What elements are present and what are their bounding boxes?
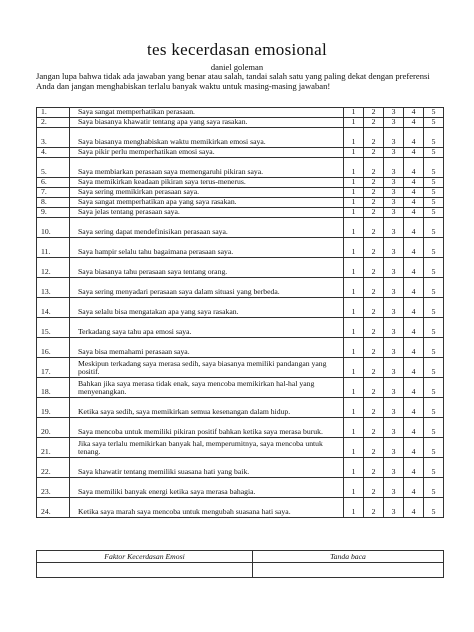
scale-option-1[interactable]: 1 [344,198,364,208]
scale-option-5[interactable]: 5 [424,298,444,318]
scale-option-2[interactable]: 2 [364,358,384,378]
scale-option-1[interactable]: 1 [344,318,364,338]
scale-option-2[interactable]: 2 [364,438,384,458]
scale-option-3[interactable]: 3 [384,178,404,188]
scale-option-5[interactable]: 5 [424,178,444,188]
scale-option-5[interactable]: 5 [424,498,444,518]
scale-option-4[interactable]: 4 [404,238,424,258]
question-text: Saya membiarkan perasaan saya memengaruhi pikiran saya. [70,158,344,178]
question-row [37,108,444,118]
scale-option-4[interactable]: 4 [404,218,424,238]
scale-option-2[interactable]: 2 [364,418,384,438]
scale-option-3[interactable]: 3 [384,498,404,518]
scale-option-4[interactable]: 4 [404,378,424,398]
question-text: Saya hampir selalu tahu bagaimana perasaan saya. [70,238,344,258]
question-text: Saya khawatir tentang memiliki suasana hati yang baik. [70,458,344,478]
question-row [37,118,444,128]
question-text: Meskipun terkadang saya merasa sedih, saya biasanya memiliki pandangan yang positif. [70,358,344,378]
question-row [37,398,444,418]
scale-option-1[interactable]: 1 [344,108,364,118]
scale-option-5[interactable]: 5 [424,208,444,218]
scale-option-2[interactable]: 2 [364,378,384,398]
scale-option-3[interactable]: 3 [384,438,404,458]
question-text: Saya memiliki banyak energi ketika saya merasa bahagia. [70,478,344,498]
scale-option-3[interactable]: 3 [384,118,404,128]
question-text: Ketika saya sedih, saya memikirkan semua kesenangan dalam hidup. [70,398,344,418]
factor-table-blank-row [37,563,444,578]
question-number: 15. [37,318,70,338]
scale-option-3[interactable]: 3 [384,478,404,498]
scale-option-3[interactable]: 3 [384,238,404,258]
scale-option-2[interactable]: 2 [364,398,384,418]
scale-option-3[interactable]: 3 [384,208,404,218]
scale-option-2[interactable]: 2 [364,238,384,258]
scale-option-5[interactable]: 5 [424,358,444,378]
scale-option-5[interactable]: 5 [424,478,444,498]
scale-option-5[interactable]: 5 [424,108,444,118]
scale-option-4[interactable]: 4 [404,278,424,298]
scale-option-2[interactable]: 2 [364,118,384,128]
scale-option-3[interactable]: 3 [384,148,404,158]
scale-option-4[interactable]: 4 [404,118,424,128]
scale-option-2[interactable]: 2 [364,108,384,118]
question-number: 21. [37,438,70,458]
instructions-paragraph: Jangan lupa bahwa tidak ada jawaban yang benar atau salah, tandai salah satu yang paling dekat dengan preferensi Anda dan jangan menghabiskan terlalu banyak waktu untuk masing-masing jawaban! [36,71,430,91]
scale-option-2[interactable]: 2 [364,208,384,218]
scale-option-2[interactable]: 2 [364,178,384,188]
scale-option-2[interactable]: 2 [364,318,384,338]
question-row [37,188,444,198]
questionnaire-table [36,107,444,518]
question-row [37,478,444,498]
scale-option-1[interactable]: 1 [344,188,364,198]
scale-option-5[interactable]: 5 [424,278,444,298]
scale-option-2[interactable]: 2 [364,258,384,278]
question-row [37,438,444,458]
scale-option-5[interactable]: 5 [424,258,444,278]
scale-option-1[interactable]: 1 [344,438,364,458]
question-row [37,318,444,338]
scale-option-5[interactable]: 5 [424,378,444,398]
scale-option-3[interactable]: 3 [384,458,404,478]
scale-option-4[interactable]: 4 [404,498,424,518]
scale-option-3[interactable]: 3 [384,298,404,318]
question-text: Terkadang saya tahu apa emosi saya. [70,318,344,338]
document-author: daniel goleman [210,62,264,72]
scale-option-1[interactable]: 1 [344,478,364,498]
question-number: 23. [37,478,70,498]
question-number: 22. [37,458,70,478]
question-number: 10. [37,218,70,238]
scale-option-5[interactable]: 5 [424,198,444,208]
question-number: 1. [37,108,70,118]
question-text: Saya biasanya menghabiskan waktu memikirkan emosi saya. [70,128,344,148]
question-row [37,198,444,208]
scale-option-1[interactable]: 1 [344,218,364,238]
scale-option-2[interactable]: 2 [364,148,384,158]
scale-option-4[interactable]: 4 [404,108,424,118]
scale-option-2[interactable]: 2 [364,218,384,238]
scale-option-4[interactable]: 4 [404,178,424,188]
question-number: 11. [37,238,70,258]
scale-option-3[interactable]: 3 [384,188,404,198]
question-text: Saya bisa memahami perasaan saya. [70,338,344,358]
scale-option-5[interactable]: 5 [424,458,444,478]
scale-option-5[interactable]: 5 [424,218,444,238]
question-row [37,358,444,378]
question-text: Saya selalu bisa mengatakan apa yang saya rasakan. [70,298,344,318]
scale-option-1[interactable]: 1 [344,298,364,318]
scale-option-4[interactable]: 4 [404,418,424,438]
question-row [37,378,444,398]
question-row [37,208,444,218]
scale-option-4[interactable]: 4 [404,398,424,418]
scale-option-2[interactable]: 2 [364,338,384,358]
question-number: 13. [37,278,70,298]
scale-option-4[interactable]: 4 [404,208,424,218]
question-text: Bahkan jika saya merasa tidak enak, saya mencoba memikirkan hal-hal yang menyenangkan. [70,378,344,398]
scale-option-4[interactable]: 4 [404,158,424,178]
scale-option-5[interactable]: 5 [424,398,444,418]
scale-option-3[interactable]: 3 [384,278,404,298]
question-number: 3. [37,128,70,148]
question-row [37,298,444,318]
question-row [37,338,444,358]
question-row [37,458,444,478]
scale-option-4[interactable]: 4 [404,128,424,148]
question-text: Saya biasanya khawatir tentang apa yang saya rasakan. [70,118,344,128]
question-text: Saya pikir perlu memperhatikan emosi saya. [70,148,344,158]
scale-option-2[interactable]: 2 [364,198,384,208]
factor-table [36,550,444,578]
scale-option-2[interactable]: 2 [364,478,384,498]
factor-table-header-row [37,551,444,563]
question-text: Saya sangat memperhatikan apa yang saya rasakan. [70,198,344,208]
scale-option-1[interactable]: 1 [344,398,364,418]
document-title: tes kecerdasan emosional [147,40,327,59]
question-text: Saya sangat memperhatikan perasaan. [70,108,344,118]
scale-option-1[interactable]: 1 [344,498,364,518]
scale-option-1[interactable]: 1 [344,418,364,438]
question-row [37,418,444,438]
scale-option-1[interactable]: 1 [344,238,364,258]
question-number: 2. [37,118,70,128]
scale-option-2[interactable]: 2 [364,158,384,178]
scale-option-3[interactable]: 3 [384,128,404,148]
mark-cell [253,563,444,578]
question-number: 20. [37,418,70,438]
scale-option-5[interactable]: 5 [424,318,444,338]
question-number: 24. [37,498,70,518]
scale-option-5[interactable]: 5 [424,418,444,438]
scale-option-3[interactable]: 3 [384,218,404,238]
scale-option-3[interactable]: 3 [384,318,404,338]
question-number: 9. [37,208,70,218]
scale-option-4[interactable]: 4 [404,298,424,318]
question-row [37,178,444,188]
factor-cell [37,563,253,578]
scale-option-4[interactable]: 4 [404,458,424,478]
scale-option-3[interactable]: 3 [384,418,404,438]
scale-option-5[interactable]: 5 [424,338,444,358]
question-number: 18. [37,378,70,398]
scale-option-4[interactable]: 4 [404,438,424,458]
question-row [37,498,444,518]
scale-option-3[interactable]: 3 [384,198,404,208]
question-number: 12. [37,258,70,278]
scale-option-1[interactable]: 1 [344,358,364,378]
scale-option-2[interactable]: 2 [364,188,384,198]
scale-option-5[interactable]: 5 [424,148,444,158]
factor-column-header: Faktor Kecerdasan Emosi [37,551,253,563]
question-row [37,128,444,148]
scale-option-4[interactable]: 4 [404,338,424,358]
question-text: Saya sering memikirkan perasaan saya. [70,188,344,198]
scale-option-2[interactable]: 2 [364,298,384,318]
scale-option-3[interactable]: 3 [384,108,404,118]
scale-option-1[interactable]: 1 [344,178,364,188]
scale-option-2[interactable]: 2 [364,458,384,478]
scale-option-3[interactable]: 3 [384,338,404,358]
question-text: Saya biasanya tahu perasaan saya tentang orang. [70,258,344,278]
scale-option-1[interactable]: 1 [344,258,364,278]
question-text: Saya sering menyadari perasaan saya dalam situasi yang berbeda. [70,278,344,298]
question-row [37,218,444,238]
scale-option-4[interactable]: 4 [404,358,424,378]
mark-column-header: Tanda baca [253,551,444,563]
question-number: 14. [37,298,70,318]
question-row [37,148,444,158]
scale-option-2[interactable]: 2 [364,278,384,298]
scale-option-1[interactable]: 1 [344,208,364,218]
question-number: 19. [37,398,70,418]
scale-option-4[interactable]: 4 [404,258,424,278]
scale-option-5[interactable]: 5 [424,438,444,458]
question-text: Jika saya terlalu memikirkan banyak hal, memperumitnya, saya mencoba untuk tenang. [70,438,344,458]
scale-option-2[interactable]: 2 [364,128,384,148]
question-number: 16. [37,338,70,358]
question-text: Saya jelas tentang perasaan saya. [70,208,344,218]
question-row [37,158,444,178]
scale-option-1[interactable]: 1 [344,458,364,478]
scale-option-3[interactable]: 3 [384,378,404,398]
scale-option-5[interactable]: 5 [424,128,444,148]
scale-option-1[interactable]: 1 [344,338,364,358]
scale-option-5[interactable]: 5 [424,188,444,198]
scale-option-2[interactable]: 2 [364,498,384,518]
scale-option-1[interactable]: 1 [344,278,364,298]
question-number: 5. [37,158,70,178]
scale-option-4[interactable]: 4 [404,188,424,198]
question-number: 8. [37,198,70,208]
scale-option-1[interactable]: 1 [344,148,364,158]
scale-option-1[interactable]: 1 [344,378,364,398]
question-text: Ketika saya marah saya mencoba untuk mengubah suasana hati saya. [70,498,344,518]
scale-option-3[interactable]: 3 [384,358,404,378]
scale-option-1[interactable]: 1 [344,158,364,178]
question-number: 4. [37,148,70,158]
scale-option-5[interactable]: 5 [424,118,444,128]
question-text: Saya memikirkan keadaan pikiran saya terus-menerus. [70,178,344,188]
question-number: 17. [37,358,70,378]
scale-option-4[interactable]: 4 [404,318,424,338]
scale-option-1[interactable]: 1 [344,118,364,128]
scale-option-1[interactable]: 1 [344,128,364,148]
question-number: 6. [37,178,70,188]
question-row [37,238,444,258]
question-number: 7. [37,188,70,198]
scale-option-5[interactable]: 5 [424,158,444,178]
scale-option-3[interactable]: 3 [384,258,404,278]
question-text: Saya sering dapat mendefinisikan perasaan saya. [70,218,344,238]
scale-option-4[interactable]: 4 [404,148,424,158]
scale-option-4[interactable]: 4 [404,198,424,208]
question-row [37,258,444,278]
scale-option-3[interactable]: 3 [384,158,404,178]
scale-option-5[interactable]: 5 [424,238,444,258]
scale-option-4[interactable]: 4 [404,478,424,498]
question-row [37,278,444,298]
question-text: Saya mencoba untuk memiliki pikiran positif bahkan ketika saya merasa buruk. [70,418,344,438]
scale-option-3[interactable]: 3 [384,398,404,418]
